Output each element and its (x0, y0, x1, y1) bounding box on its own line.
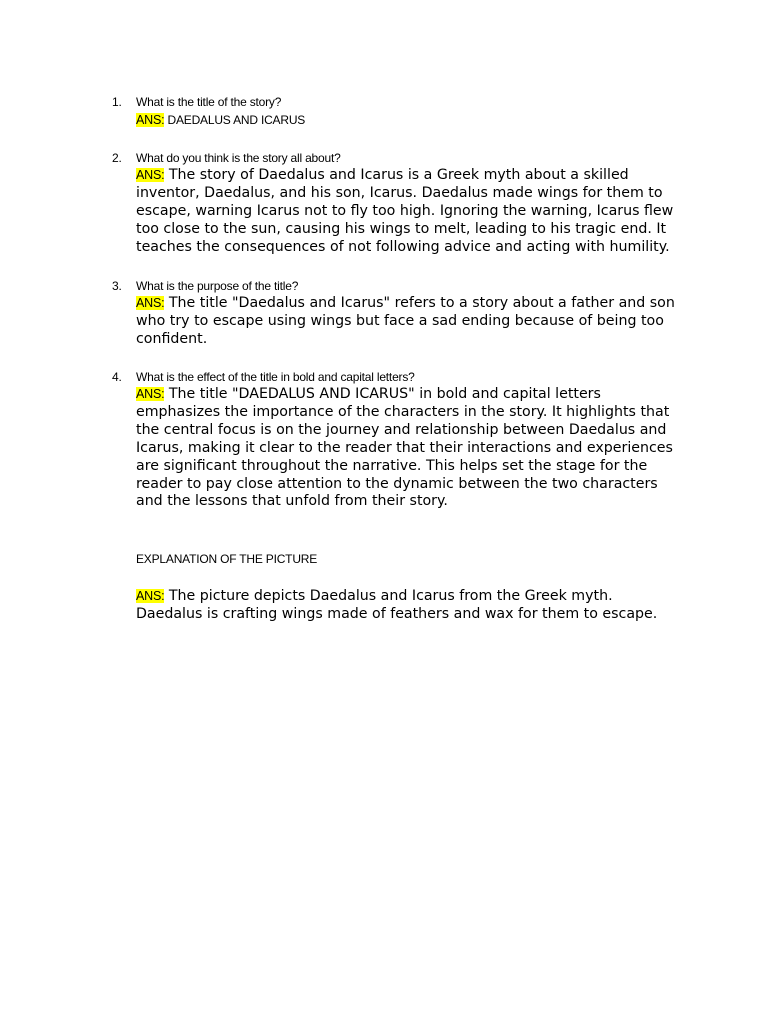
question-2 (112, 149, 682, 257)
question-4 (112, 368, 682, 511)
answer (136, 111, 682, 129)
answer-text: The title "DAEDALUS AND ICARUS" in bold and capital letters emphasizes the importance of the characters in the story. It highlights that the central focus is on the journey and relationship between Daedalus and Icarus, making it clear to the reader that their interactions and experiences are significant throughout the narrative. This helps set the stage for the reader to pay close attention to the dynamic between the two characters and the lessons that unfold from their story. (136, 386, 673, 510)
question-1 (112, 93, 682, 129)
answer-label-highlight: ANS: (136, 168, 165, 182)
answer-label-highlight: ANS: (136, 387, 165, 401)
answer (136, 386, 682, 511)
answer (136, 167, 682, 257)
question-number: 2. (112, 151, 122, 165)
question-number: 3. (112, 279, 122, 293)
question-text: What is the purpose of the title? (136, 279, 299, 293)
answer-text: The story of Daedalus and Icarus is a Greek myth about a skilled inventor, Daedalus, and his son, Icarus. Daedalus made wings for them to escape, warning Icarus not to fly too high. Ignoring the warning, Icarus flew too close to the sun, causing his wings to melt, leading to his tragic end. It teaches the consequences of not following advice and acting with humility. (136, 167, 674, 255)
question-number: 4. (112, 370, 122, 384)
explanation-heading: EXPLANATION OF THE PICTURE (136, 552, 318, 566)
answer-text: DAEDALUS AND ICARUS (167, 113, 306, 127)
question-number: 1. (112, 95, 122, 109)
answer-text: The picture depicts Daedalus and Icarus from the Greek myth. Daedalus is crafting wings made of feathers and wax for them to escape. (136, 588, 658, 622)
answer (136, 295, 682, 349)
answer-label-highlight: ANS: (136, 589, 165, 603)
question-text: What is the effect of the title in bold and capital letters? (136, 370, 415, 384)
answer-label-highlight: ANS: (136, 296, 165, 310)
question-text: What is the title of the story? (136, 95, 282, 109)
explanation-answer (112, 588, 682, 624)
answer-label-highlight: ANS: (136, 113, 165, 127)
answer (136, 588, 682, 624)
question-3 (112, 277, 682, 349)
question-text: What do you think is the story all about? (136, 151, 341, 165)
answer-text: The title "Daedalus and Icarus" refers to a story about a father and son who try to escape using wings but face a sad ending because of being too confident. (136, 295, 675, 347)
